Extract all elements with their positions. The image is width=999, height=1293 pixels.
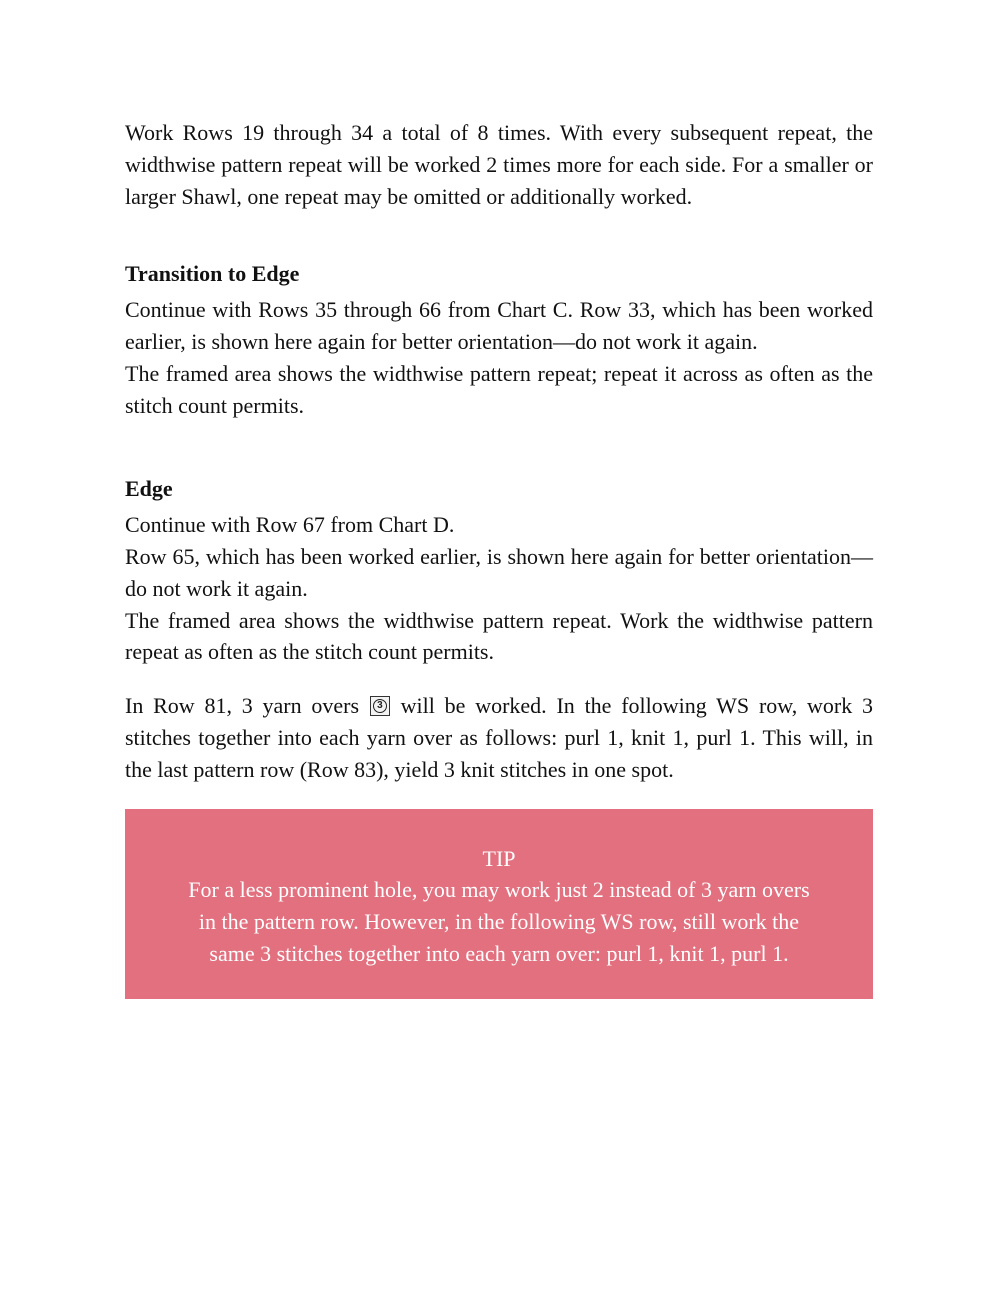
transition-paragraph-1: Continue with Rows 35 through 66 from Chart C. Row 33, which has been worked earlier, is shown here again for better orientation—do not work it again. xyxy=(125,297,873,354)
transition-heading: Transition to Edge xyxy=(125,261,300,287)
edge-paragraph-3: The framed area shows the widthwise pattern repeat. Work the widthwise pattern repeat as often as the stitch count permits. xyxy=(125,607,873,665)
circled-three-label: 3 xyxy=(373,699,387,713)
tip-line-1: For a less prominent hole, you may work just 2 instead of 3 yarn overs xyxy=(188,877,810,903)
intro-paragraph: Work Rows 19 through 34 a total of 8 times. With every subsequent repeat, the widthwise pattern repeat will be worked 2 times more for each side. For a smaller or larger Shawl, one repeat may be omitted or additionally worked. xyxy=(125,120,873,209)
transition-paragraph-2: The framed area shows the widthwise pattern repeat; repeat it across as often as the stitch count permits. xyxy=(125,360,873,418)
circled-three-icon xyxy=(370,696,390,716)
document-page xyxy=(125,117,873,999)
tip-box xyxy=(125,809,873,999)
edge-heading: Edge xyxy=(125,476,173,502)
edge-paragraph-1: Continue with Row 67 from Chart D. xyxy=(125,512,455,538)
yarn-overs-text-after: will be worked. In the following WS row, work 3 stitches together into each yarn over as follows: purl 1, knit 1, purl 1. This will, in the last pattern row (Row 83), yield 3 knit stitches in one spot. xyxy=(125,693,874,782)
yarn-overs-paragraph xyxy=(125,690,873,785)
edge-section xyxy=(125,473,873,668)
edge-paragraph-2: Row 65, which has been worked earlier, is shown here again for better orientation—do not work it again. xyxy=(125,543,873,601)
tip-line-2: in the pattern row. However, in the following WS row, still work the xyxy=(198,909,800,935)
tip-title: TIP xyxy=(482,845,516,871)
transition-section xyxy=(125,258,873,421)
yarn-overs-text-before: In Row 81, 3 yarn overs xyxy=(125,693,360,719)
tip-line-3: same 3 stitches together into each yarn over: purl 1, knit 1, purl 1. xyxy=(209,940,789,966)
